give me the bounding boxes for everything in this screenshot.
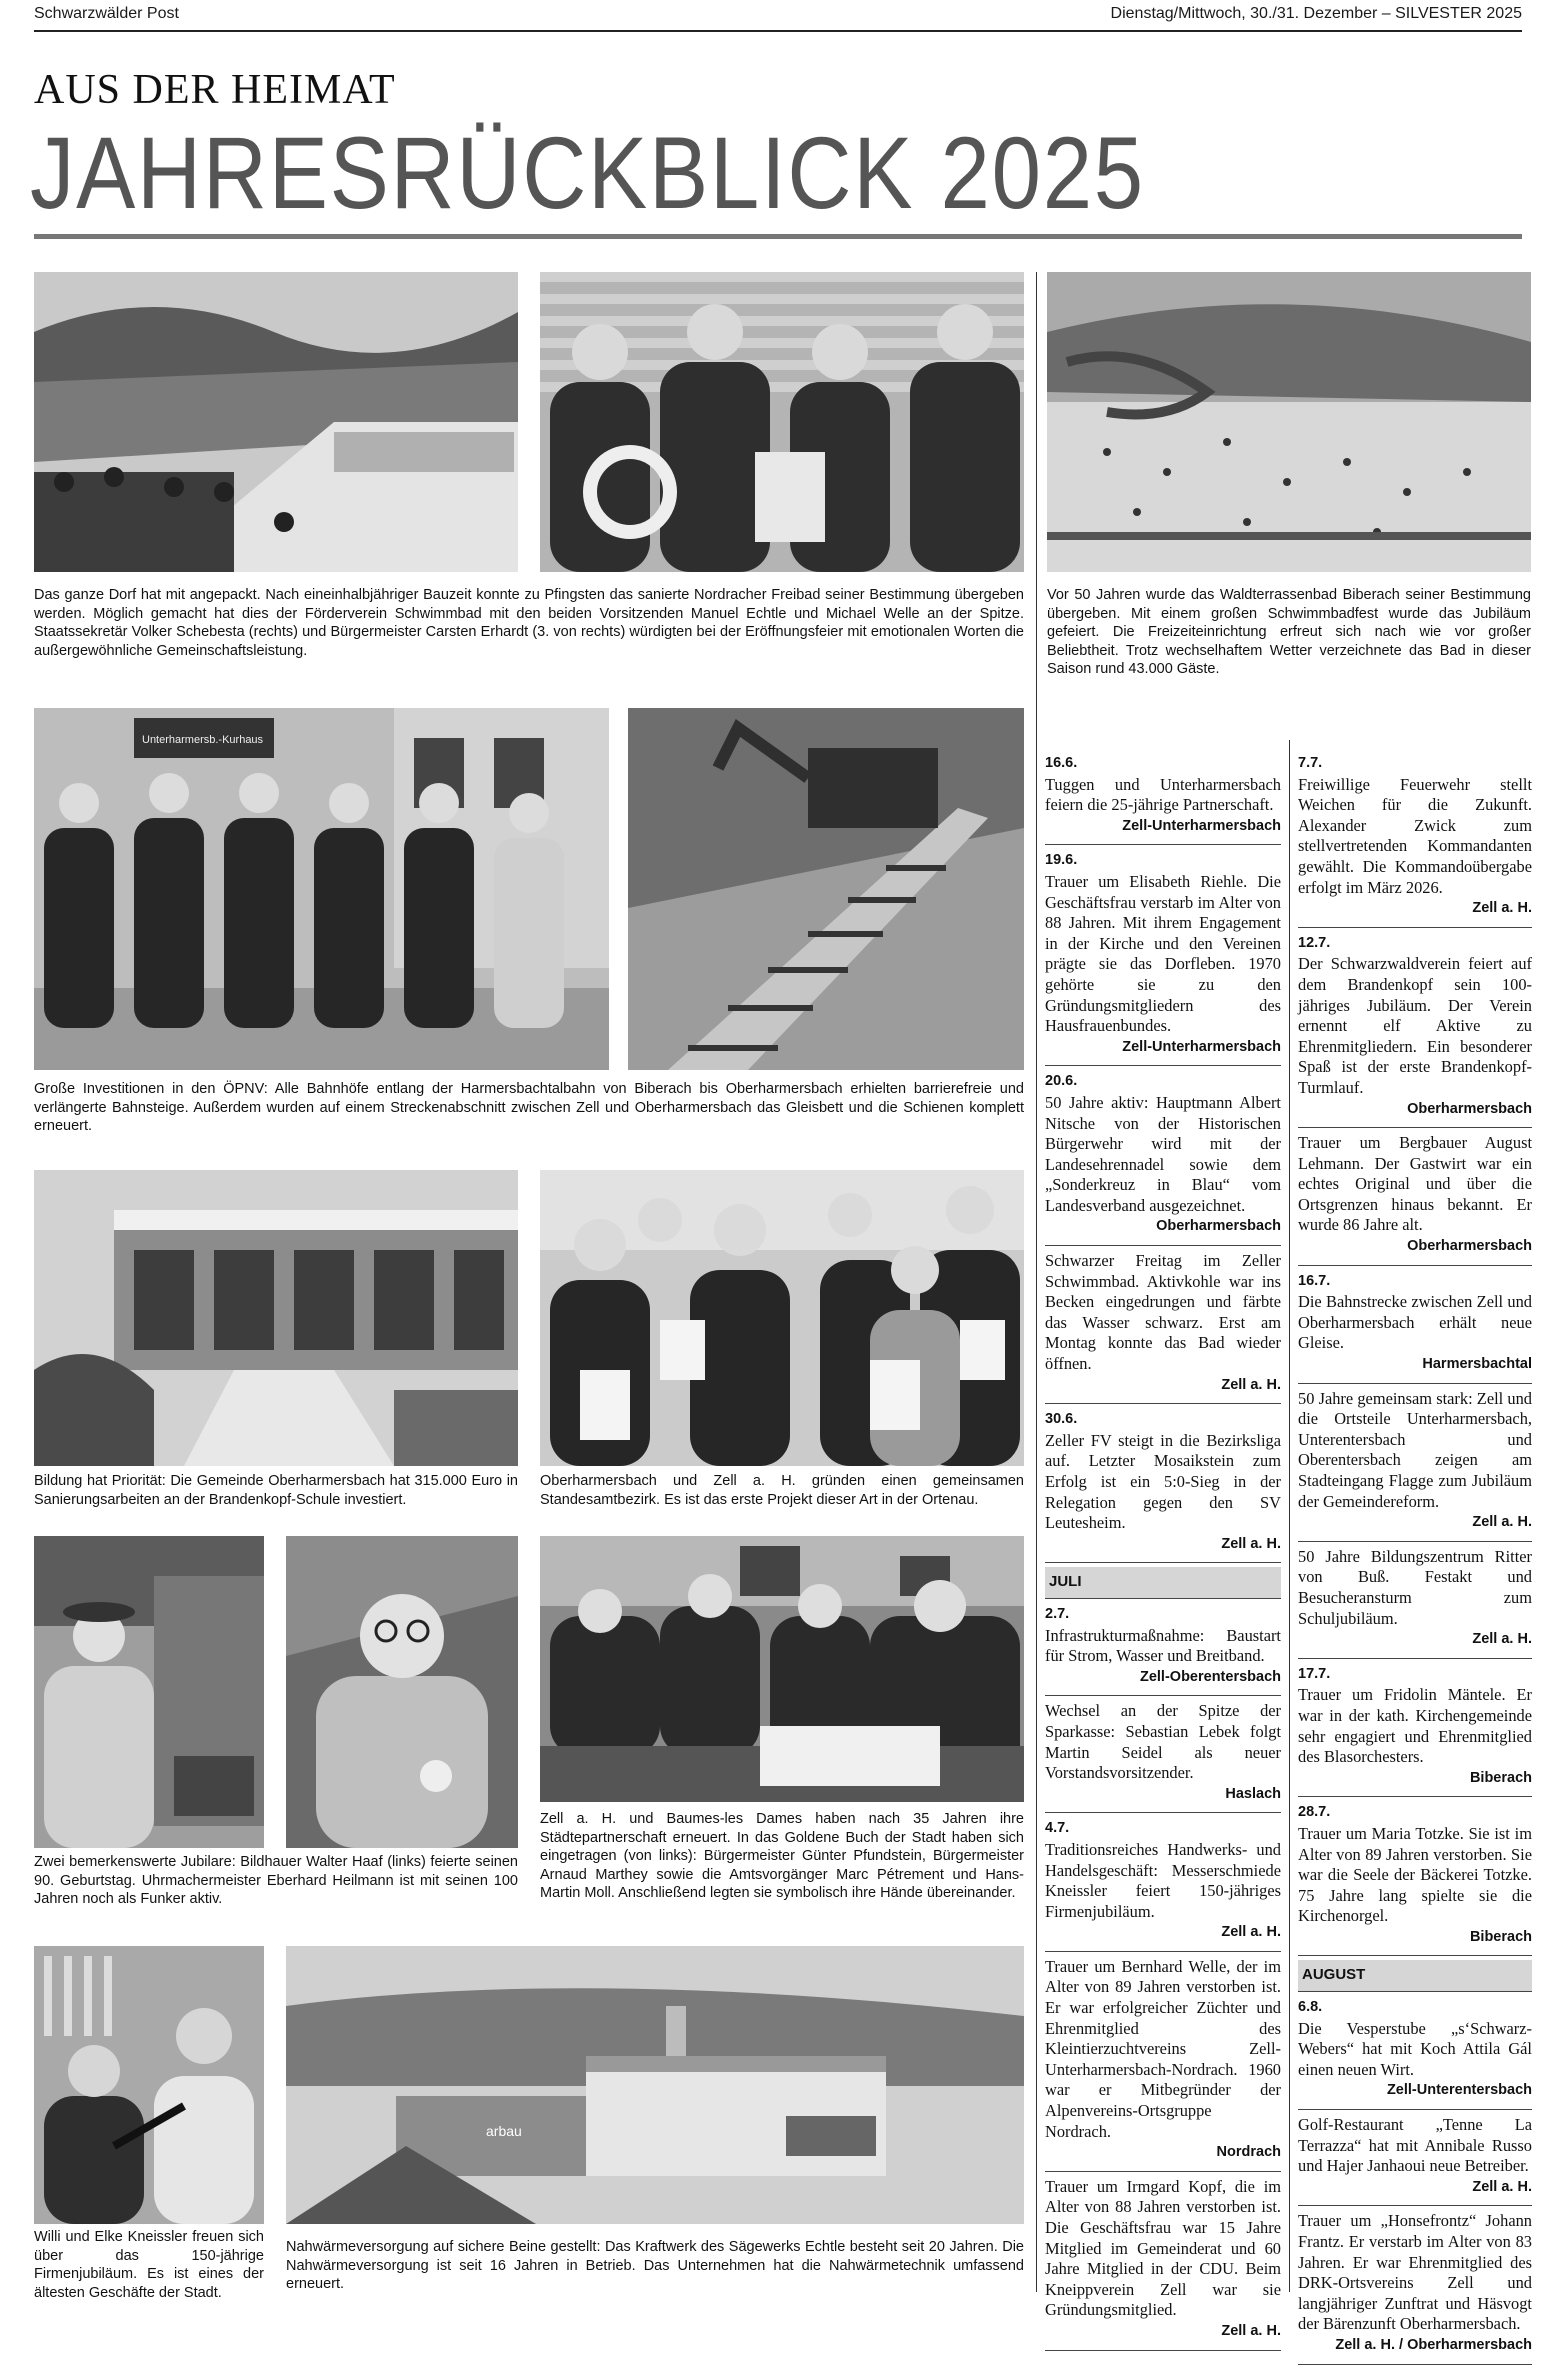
photo-foerderverein-group (540, 272, 1024, 572)
news-entry (1045, 2172, 1281, 2351)
news-location: Zell a. H. (1472, 1631, 1532, 1648)
news-date: 16.6. (1045, 755, 1078, 771)
news-text: Trauer um Maria Totzke. Sie ist im Alter von 89 Jahren verstorben. Sie war die Seele der Bäckerei Totzke. 75 Jahre lang spielte sie die Kirchenorgel. (1298, 1823, 1532, 1926)
news-text: Tuggen und Unterharmersbach feiern die 25-jährige Partnerschaft. (1045, 774, 1281, 815)
news-text: Infrastrukturmaßnahme: Baustart für Strom, Wasser und Breitband. (1045, 1625, 1281, 1666)
news-entry (1298, 748, 1532, 928)
news-entry (1298, 1992, 1532, 2110)
news-text: Wechsel an der Spitze der Sparkasse: Sebastian Lebek folgt Martin Seidel als neuer Vorstandsvorsitzender. (1045, 1701, 1281, 1783)
caption-jubilare: Zwei bemerkenswerte Jubilare: Bildhauer Walter Haaf (links) feierte seinen 90. Geburtstag. Uhrmachermeister Eberhard Heilmann ist mit seinen 100 Jahren noch als Funker aktiv. (34, 1854, 518, 1907)
news-date: 16.7. (1298, 1272, 1331, 1289)
news-location: Oberharmersbach (1156, 1218, 1281, 1235)
news-entry (1298, 1659, 1532, 1798)
title-rule (34, 234, 1522, 239)
caption-standesamt: Oberharmersbach und Zell a. H. gründen einen gemeinsamen Standesamtbezirk. Es ist das erste Projekt dieser Art in der Ortenau. (540, 1473, 1024, 1508)
news-entry (1045, 845, 1281, 1066)
news-text: Schwarzer Freitag im Zeller Schwimmbad. Aktivkohle war ins Becken eingedrungen und färbte das Wasser schwarz. Erst am Montag konnte das Bad wieder öffnen. (1045, 1251, 1281, 1374)
section-kicker: AUS DER HEIMAT (34, 67, 396, 113)
news-date: 30.6. (1045, 1411, 1078, 1428)
issue-date: Dienstag/Mittwoch, 30./31. Dezember – SILVESTER 2025 (1110, 5, 1522, 22)
news-date: 17.7. (1298, 1665, 1331, 1682)
news-entry (1298, 1266, 1532, 1384)
publication-name: Schwarzwälder Post (34, 5, 179, 22)
news-location: Harmersbachtal (1422, 1356, 1532, 1373)
news-text: Trauer um Fridolin Mäntele. Er war in der kath. Kirchengemeinde sehr engagiert und Ehrenmitglied des Blasorchesters. (1298, 1685, 1532, 1767)
news-text: Die Vesperstube „s‘Schwarz-Webers“ hat mit Koch Attila Gál einen neuen Wirt. (1298, 2018, 1532, 2079)
news-entry (1298, 1128, 1532, 1266)
news-entry (1045, 1066, 1281, 1246)
news-location: Biberach (1469, 1928, 1532, 1945)
news-date: 6.8. (1298, 1999, 1323, 2016)
news-location: Haslach (1225, 1785, 1281, 1802)
photo-kraftwerk-echtle (286, 1946, 1024, 2224)
photo-standesamt-group (540, 1170, 1024, 1466)
arbau-sign: arbau (486, 2123, 522, 2139)
news-entry (1298, 1797, 1532, 1956)
news-entry (1045, 1246, 1281, 1404)
news-location: Zell a. H. (1472, 2178, 1532, 2195)
news-text: Trauer um „Honsefrontz“ Johann Frantz. Er verstarb im Alter von 83 Jahren. Er war Ehrenmitglied des DRK-Ortsvereins Zell und langjähriger Zunftrat und Häsvogt der Bärenzunft Oberharmersbach. (1298, 2211, 1532, 2334)
news-location: Nordrach (1216, 2144, 1281, 2161)
caption-freibad: Das ganze Dorf hat mit angepackt. Nach eineinhalbjähriger Bauzeit konnte zu Pfingsten das sanierte Nordracher Freibad seiner Bestimmung übergeben werden. Möglich gemacht hat dies der Förderverein Schwimmbad mit den beiden Vorsitzenden Manuel Echtle und Michael Welle an der Spitze. Staatssekretär Volker Schebesta (rechts) und Bürgermeister Carsten Erhardt (3. von rechts) würdigten bei der Eröffnungsfeier mit emotionalen Worten die außergewöhnliche Gemeinschaftsleistung. (34, 587, 1024, 659)
news-date: 12.7. (1298, 934, 1331, 951)
news-entry (1298, 1384, 1532, 1542)
news-text: Traditionsreiches Handwerks- und Handelsgeschäft: Messerschmiede Kneissler feiert 150-jähriges Firmenjubiläum. (1045, 1839, 1281, 1921)
caption-nahwaerme: Nahwärmeversorgung auf sichere Beine gestellt: Das Kraftwerk des Sägewerks Echtle besteht seit 20 Jahren. Die Nahwärmeversorgung ist seit 16 Jahren in Betrieb. Das Unternehmen hat die Nahwärmetechnik umfassend erneuert. (286, 2239, 1024, 2292)
news-location: Zell-Oberentersbach (1139, 1668, 1281, 1685)
caption-bildung: Bildung hat Priorität: Die Gemeinde Oberharmersbach hat 315.000 Euro in Sanierungsarbeiten an der Brandenkopf-Schule investiert. (34, 1473, 518, 1508)
news-location: Zell-Unterentersbach (1386, 2082, 1532, 2099)
news-text: Freiwillige Feuerwehr stellt Weichen für die Zukunft. Alexander Zwick zum stellvertretenden Kommandanten gewählt. Die Kommandoübergabe erfolgt im März 2026. (1298, 774, 1532, 897)
news-text: Zeller FV steigt in die Bezirksliga auf. Letzter Mosaikstein zum Erfolg ist ein 5:0-Sieg in der Relegation gegen den SV Leutesheim. (1045, 1430, 1281, 1533)
news-date: 19.6. (1045, 852, 1078, 869)
month-heading: AUGUST (1298, 1960, 1532, 1992)
news-entry (1045, 1952, 1281, 2172)
photo-gleisbau (628, 708, 1024, 1070)
news-text: Trauer um Bernhard Welle, der im Alter von 89 Jahren verstorben ist. Er war erfolgreicher Züchter und Ehrenmitglied des Kleintierzuchtvereins Zell-Unterharmersbach-Nordrach. 1960 war er Mitbegründer der Alpenvereins-Ortsgruppe Nordrach. (1045, 1956, 1281, 2141)
news-location: Zell a. H. (1472, 900, 1532, 917)
news-date: 20.6. (1045, 1073, 1078, 1090)
photo-kneissler (34, 1946, 264, 2224)
news-location: Oberharmersbach (1407, 1238, 1532, 1255)
photo-walter-haaf (34, 1536, 264, 1848)
news-entry (1298, 928, 1532, 1128)
news-location: Zell-Unterharmersbach (1122, 817, 1281, 834)
news-text: Golf-Restaurant „Tenne La Terrazza“ hat mit Annibale Russo und Hajer Janhaoui neue Betreiber. (1298, 2115, 1532, 2176)
news-entry (1298, 2110, 1532, 2206)
column-divider-left (1036, 272, 1037, 2292)
news-text: Trauer um Elisabeth Riehle. Die Geschäftsfrau verstarb im Alter von 88 Jahren. Mit ihrem Engagement in der Kirche und den Vereinen prägte sie das Dorfleben. 1970 gehörte sie zu den Gründungsmitgliedern des Hausfrauenbundes. (1045, 871, 1281, 1036)
caption-oepnv: Große Investitionen in den ÖPNV: Alle Bahnhöfe entlang der Harmersbachtalbahn von Biberach bis Oberharmersbach erhielten barrierefreie und verlängerte Bahnsteige. Außerdem wurden auf einem Streckenabschnitt zwischen Zell und Oberharmersbach das Gleisbett und die Schienen komplett erneuert. (34, 1081, 1024, 1134)
news-text: 50 Jahre Bildungszentrum Ritter von Buß. Festakt und Besucheransturm zum Schuljubiläum. (1298, 1546, 1532, 1628)
news-location: Zell a. H. (1221, 1924, 1281, 1941)
photo-waldterrassenbad (1047, 272, 1531, 572)
news-text: 50 Jahre aktiv: Hauptmann Albert Nitsche von der Historischen Bürgerwehr wird mit der Landesehrennadel sowie dem „Sonderkreuz in Blau“ vom Landesverband ausgezeichnet. (1045, 1092, 1281, 1215)
news-column-2 (1298, 748, 1532, 2365)
news-text: Trauer um Irmgard Kopf, die im Alter von 88 Jahren verstorben ist. Die Geschäftsfrau war 15 Jahre Mitglied im Gemeinderat und 60 Jahre Mitglied in der CDU. Beim Kneippverein Zell war sie Gründungsmitglied. (1045, 2176, 1281, 2320)
news-date: 28.7. (1298, 1804, 1331, 1821)
photo-brandenkopf-schule (34, 1170, 518, 1466)
news-entry (1298, 1542, 1532, 1659)
photo-freibad-crowd (34, 272, 518, 572)
page-header (34, 0, 1522, 32)
month-heading: JULI (1045, 1567, 1281, 1599)
news-entry (1045, 1696, 1281, 1813)
station-sign-text: Unterharmersb.-Kurhaus (142, 734, 264, 746)
news-date: 4.7. (1045, 1820, 1070, 1837)
news-text: Trauer um Bergbauer August Lehmann. Der Gastwirt war ein echtes Original und über die Ortsgrenzen hinaus bekannt. Er wurde 86 Jahre alt. (1298, 1133, 1532, 1235)
news-date: 7.7. (1298, 755, 1323, 771)
news-entry (1045, 1404, 1281, 1563)
news-location: Zell a. H. / Oberharmersbach (1335, 2336, 1532, 2353)
photo-eberhard-heilmann (286, 1536, 518, 1848)
news-text: Der Schwarzwaldverein feiert auf dem Brandenkopf sein 100-jähriges Jubiläum. Der Verein ernennt elf Aktive zu Ehrenmitgliedern. Ein besonderer Spaß ist der erste Brandenkopf-Turmlauf. (1298, 954, 1532, 1097)
news-column-1 (1045, 748, 1281, 2351)
news-entry (1045, 1599, 1281, 1696)
page-title: JAHRESRÜCKBLICK 2025 (30, 116, 1145, 230)
news-entry (1298, 2206, 1532, 2364)
news-text: 50 Jahre gemeinsam stark: Zell und die Ortsteile Unterharmersbach, Unterentersbach und Oberentersbach zeigen am Stadteingang Flagge zum Jubiläum der Gemeindereform. (1298, 1388, 1532, 1511)
caption-waldterrassenbad: Vor 50 Jahren wurde das Waldterrassenbad Biberach seiner Bestimmung übergeben. Mit einem großen Schwimmbadfest wurde das Jubiläum gefeiert. Die Freizeiteinrichtung erfreut sich nach wie vor großer Beliebtheit. Trotz wechselhaftem Wetter verzeichnete das Bad in dieser Saison rund 43.000 Gäste. (1047, 587, 1531, 677)
column-divider-middle (1289, 740, 1290, 2292)
news-location: Zell a. H. (1221, 1376, 1281, 1393)
news-date: 2.7. (1045, 1605, 1070, 1622)
news-entry (1045, 1813, 1281, 1952)
news-location: Zell a. H. (1472, 1514, 1532, 1531)
news-location: Zell a. H. (1221, 2322, 1281, 2339)
news-location: Zell-Unterharmersbach (1122, 1038, 1281, 1055)
news-entry (1045, 748, 1281, 845)
news-location: Zell a. H. (1221, 1535, 1281, 1552)
news-location: Oberharmersbach (1407, 1100, 1532, 1117)
photo-bahnsteig-eroeffnung (34, 708, 609, 1070)
news-text: Die Bahnstrecke zwischen Zell und Oberharmersbach erhält neue Gleise. (1298, 1292, 1532, 1353)
news-location: Biberach (1469, 1769, 1532, 1786)
photo-goldenes-buch (540, 1536, 1024, 1802)
caption-partnerschaft: Zell a. H. und Baumes-les Dames haben nach 35 Jahren ihre Städtepartnerschaft erneuert. In das Goldene Buch der Stadt haben sich eingetragen (von links): Bürgermeister Günter Pfundstein, Bürgermeister Arnaud Marthey sowie die Amtsvorgänger Marc Pétrement und Hans-Martin Moll. Anschließend legten sie symbolisch ihre Hände übereinander. (540, 1811, 1024, 1901)
caption-kneissler: Willi und Elke Kneissler freuen sich über das 150-jährige Firmenjubiläum. Es ist eines der ältesten Geschäfte der Stadt. (34, 2229, 264, 2301)
